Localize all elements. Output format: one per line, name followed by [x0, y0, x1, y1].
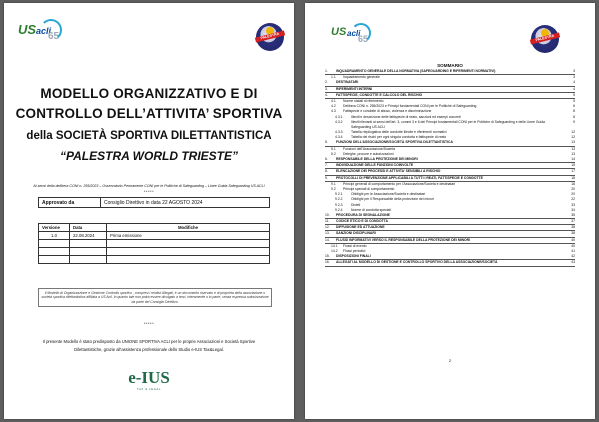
date-cell: [70, 240, 107, 248]
toc-entry-text: FATTISPECIE, CONDOTTE E CALCOLO DEL RISCHIO: [336, 92, 423, 97]
eius-logo-subtitle: TAX & LEGAL: [136, 387, 162, 391]
toc-entry-page: 13: [571, 140, 575, 145]
version-cell: [39, 248, 70, 256]
table-row: [39, 232, 270, 240]
toc-entry-number: 9.2.2: [335, 197, 343, 202]
toc-entry-text: Norme statali di riferimento: [343, 98, 384, 103]
toc-entry-page: 42: [571, 254, 575, 259]
toc-entry-text: Illeciti rilevanti ai sensi dell’art. 3, commi 3 e 6 dei Principi fondamentali CONI per le Politiche di Safeguarding e delle Linee Guida Safeguarding US ACLI: [351, 119, 545, 129]
separator-stars: *****: [143, 189, 155, 194]
changes-cell: [107, 240, 270, 248]
toc-entry-text: Obblighi per le Associazione/Società e destinatari: [351, 192, 426, 197]
toc-entry-page: 20: [571, 192, 575, 197]
toc-entry-text: DIFFUSIONE ED ATTUAZIONE: [336, 225, 385, 230]
toc-entry-number: 4.: [325, 92, 328, 97]
toc-entry-text: RESPONSABILE DELLA PROTEZIONE DEI MINORI: [336, 157, 418, 162]
toc-entry-text: INQUADRAMENTO GENERALE DELLA NORMATIVA (SAFEGUARDING E RIFERIMENTI NORMATIVI): [336, 69, 496, 73]
toc-entry-number: 3.: [325, 86, 328, 91]
versions-table: [38, 223, 270, 264]
prepared-line-2: Dilettantistiche, grazie all’assistenza professionale dello Studio e-IUS Tax&Legal.: [74, 347, 224, 352]
title-line-2: CONTROLLO DELL’ATTIVITA’ SPORTIVA: [15, 106, 283, 121]
document-page-toc: [305, 3, 595, 419]
changes-cell: Prima emissione: [107, 232, 270, 240]
toc-entry-text: Principi generali di comportamento per l’Associazione/Società e destinatari: [343, 181, 456, 186]
toc-entry-number: 9.1: [331, 181, 336, 186]
approval-table: [38, 197, 270, 208]
separator-stars-2: *****: [143, 321, 155, 326]
logo-acli-text: acli: [347, 29, 361, 38]
us-acli-logo: [18, 19, 62, 45]
toc-entry-number: 12.: [325, 225, 330, 230]
toc-entry-page: 38: [571, 231, 575, 236]
toc-entry-page: 8: [573, 109, 575, 114]
toc-entry-text: ALLEGATI AL MODELLO DI GESTIONE E CONTROLLO SPORTIVO DELLA ASSOCIAZIONE/SOCIETÀ: [336, 260, 498, 265]
toc-entry-text: Tabella riepilogativa delle condotte illecite e riferimenti normativi: [351, 130, 447, 135]
toc-entry-number: 14.: [325, 237, 330, 242]
logo-us-text: US: [331, 26, 347, 38]
toc-entry-text: Funzioni dell’Associazione/Società: [343, 146, 396, 151]
toc-entry-number: 2.: [325, 80, 328, 85]
toc-entry-page: 9: [573, 119, 575, 124]
toc-entry-text: Tabella dei rischi per ogni singola condotta e fattispecie di reato: [351, 135, 447, 140]
toc-entry-page: 4: [573, 86, 575, 91]
versions-header-version: Versione: [39, 224, 70, 232]
toc-entry-number: 15.: [325, 254, 330, 259]
toc-entry-text: DESTINATARI: [336, 80, 359, 85]
confidentiality-disclaimer: Il Modello di Organizzazione e Gestione Controllo sportivo , compresi i relativi Allegati, è un documento riservato e di proprietà della associazione o società sportiva dilettantistica affiliata a US Acli. In quanto tale non potrà essere divulgato a terzi, interamente o in parte, senza espressa autorizzazione da parte del Consiglio Direttivo.: [38, 288, 272, 307]
toc-entry-text: FUNZIONI DELL’ASSOCIAZIONE/SOCIETÀ SPORTIVA DILETTANTISTICA: [336, 140, 453, 145]
toc-entry-number: 4.3.2: [335, 119, 343, 124]
toc-entry-text: PROCEDURA DI SEGNALAZIONE: [336, 212, 390, 217]
toc-entry-text: INDIVIDUAZIONE DELLE FUNZIONI COINVOLTE: [336, 163, 414, 168]
badge-ribbon-text: PALESTRA: [255, 30, 285, 42]
toc-entry-page: 3: [573, 75, 575, 80]
toc-entry-page: 20: [571, 186, 575, 191]
toc-entry[interactable]: [325, 120, 575, 130]
toc-entry-text: SANZIONI DISCIPLINARI: [336, 231, 376, 236]
toc-entry-text: Obblighi per il Responsabile della protezione dei minori: [351, 197, 434, 202]
toc-entry-page: 18: [571, 181, 575, 186]
version-cell: [39, 256, 70, 264]
versions-header-changes: Modifiche: [107, 224, 270, 232]
toc-entry-page: 8: [573, 114, 575, 119]
logo-arc-icon: [40, 19, 62, 41]
toc-entry-page: 41: [571, 249, 575, 254]
changes-cell: [107, 256, 270, 264]
toc-entry-number: 9.2.4: [335, 207, 343, 212]
toc-entry-text: Inquadramento generale: [343, 75, 380, 80]
toc-entry-page: 40: [571, 243, 575, 248]
toc-entry-number: 4.3.1: [335, 114, 343, 119]
toc-entry-page: 12: [571, 135, 575, 140]
title-line-1: MODELLO ORGANIZZATIVO E DI: [40, 86, 258, 101]
prepared-line-1: Il presente Modello è stato predisposto da UNIONE SPORTIVA ACLI per le proprie Associazioni e Società Sportive: [42, 339, 256, 344]
logo-65-text: 65: [358, 34, 369, 44]
subtitle: della SOCIETÀ SPORTIVA DILETTANTISTICA: [26, 130, 272, 142]
page-number: 2: [448, 358, 452, 363]
toc-entry-text: RIFERIMENTI INTERNI: [336, 86, 373, 91]
club-badge-icon: [531, 25, 559, 53]
toc-entry-page: 5: [573, 98, 575, 103]
toc-entry-number: 4.3.3: [335, 130, 343, 135]
logo-arc-icon: [351, 23, 371, 43]
table-row: [39, 248, 270, 256]
logo-us-text: US: [18, 22, 37, 37]
toc-entry-number: 5.2: [331, 151, 336, 156]
toc-entry-text: FLUSSI INFORMATIVI VERSO IL RESPONSABILE DELLA PROTEZIONE DEI MINORI: [336, 237, 471, 242]
version-cell: 1.0: [39, 232, 70, 240]
version-cell: [39, 240, 70, 248]
versions-header-date: Data: [70, 224, 107, 232]
logo-acli-text: acli: [36, 26, 52, 36]
toc-entry-text: CODICE ETICO E DI CONDOTTA: [336, 219, 388, 224]
toc-entry-page: 4: [573, 80, 575, 85]
toc-entry-number: 9.: [325, 175, 328, 180]
toc-entry-text: Fattispecie e condotte di abuso, violenza e discriminazione: [343, 109, 432, 114]
toc-entry-number: 4.3.4: [335, 135, 343, 140]
document-page-cover: [4, 3, 294, 419]
toc-entry-number: 10.: [325, 212, 330, 217]
toc-entry-page: 14: [571, 157, 575, 162]
date-cell: 22.08.2024: [70, 232, 107, 240]
toc-entry-text: Delibera CONI n. 255/2023 e Principi fondamentali CONI per le Politiche di Safeguarding: [343, 104, 477, 109]
toc-entry-page: 22: [571, 197, 575, 202]
legal-reference: Ai sensi della delibera CONI n. 255/2023 – Osservatorio Permanente CONI per le Politiche di Safeguarding – Linee Guida Safeguarding US ACLI: [33, 184, 265, 188]
toc-entry-page: 13: [571, 151, 575, 156]
toc-entry-number: 4.1: [331, 98, 336, 103]
toc-entry-number: 9.2.1: [335, 192, 343, 197]
toc-entry-number: 1.: [325, 69, 328, 73]
toc-entry-number: 11.: [325, 219, 330, 224]
table-row: [39, 256, 270, 264]
toc-entry-text: Deleghe, procure e autorizzazioni: [343, 151, 394, 156]
toc-entry-page: 15: [571, 163, 575, 168]
toc-entry-page: 35: [571, 212, 575, 217]
table-row: [39, 240, 270, 248]
toc-entry-number: 4.2: [331, 104, 336, 109]
club-name: “PALESTRA WORLD TRIESTE”: [60, 149, 238, 163]
toc-entry-page: 38: [571, 225, 575, 230]
toc-entry-page: 3: [573, 69, 575, 73]
toc-entry-number: 16.: [325, 260, 330, 265]
eius-logo: e-IUS: [128, 368, 170, 387]
toc-entry-page: 43: [571, 260, 575, 265]
date-cell: [70, 256, 107, 264]
toc-entry-number: 6.: [325, 157, 328, 162]
club-badge-icon: [256, 23, 284, 51]
prepared-by-note: [34, 338, 264, 354]
table-of-contents: [325, 69, 575, 267]
toc-entry-page: 18: [571, 175, 575, 180]
toc-entry-text: Illeciti e descrizione delle fattispecie di reato, sanzioni ed esempi concreti: [351, 114, 461, 119]
toc-entry-page: 34: [571, 207, 575, 212]
toc-entry-number: 14.2: [331, 249, 338, 254]
approval-label: Approvato da: [39, 198, 101, 208]
badge-ribbon-text: PALESTRA: [530, 32, 560, 44]
toc-entry-number: 14.1: [331, 243, 338, 248]
toc-entry-page: 13: [571, 146, 575, 151]
toc-entry-number: 13.: [325, 231, 330, 236]
toc-entry-number: 9.2.3: [335, 202, 343, 207]
toc-entry-number: 7.: [325, 163, 328, 168]
toc-entry-text: Divieti: [351, 202, 361, 207]
toc-entry-number: 1.1: [331, 75, 336, 80]
toc-entry-text: Principi speciali di comportamento: [343, 186, 395, 191]
toc-title: SOMMARIO: [437, 63, 463, 68]
logo-65-text: 65: [48, 31, 60, 42]
toc-entry-text: Flussi periodici: [343, 249, 366, 254]
toc-entry-number: 9.2: [331, 186, 336, 191]
changes-cell: [107, 248, 270, 256]
toc-entry-number: 4.3: [331, 109, 336, 114]
toc-entry[interactable]: [325, 260, 575, 266]
toc-entry-text: Flussi di evento: [343, 243, 367, 248]
toc-entry-page: 33: [571, 202, 575, 207]
toc-entry-text: PROTOCOLLI DI PREVENZIONE APPLICABILI A TUTTI I REATI, FATTISPECIE E CONDOTTE: [336, 175, 483, 180]
us-acli-logo: [331, 23, 371, 47]
toc-entry-page: 37: [571, 219, 575, 224]
toc-entry-page: 6: [573, 104, 575, 109]
date-cell: [70, 248, 107, 256]
toc-entry-page: 17: [571, 169, 575, 174]
approval-value: Consiglio Direttivo in data 22 AGOSTO 2024: [101, 198, 270, 208]
toc-entry-text: ELENCAZIONE DEI PROCESSI E ATTIVITA’ SENSIBILI A RISCHIO: [336, 169, 441, 174]
toc-entry-page: 5: [573, 92, 575, 97]
toc-entry-text: Norme di condotta speciali: [351, 207, 391, 212]
toc-entry-page: 40: [571, 237, 575, 242]
toc-entry-number: 5.1: [331, 146, 336, 151]
toc-entry-number: 5.: [325, 140, 328, 145]
toc-entry-page: 12: [571, 130, 575, 135]
toc-entry-number: 8.: [325, 169, 328, 174]
toc-entry-text: DISPOSIZIONI FINALI: [336, 254, 371, 259]
